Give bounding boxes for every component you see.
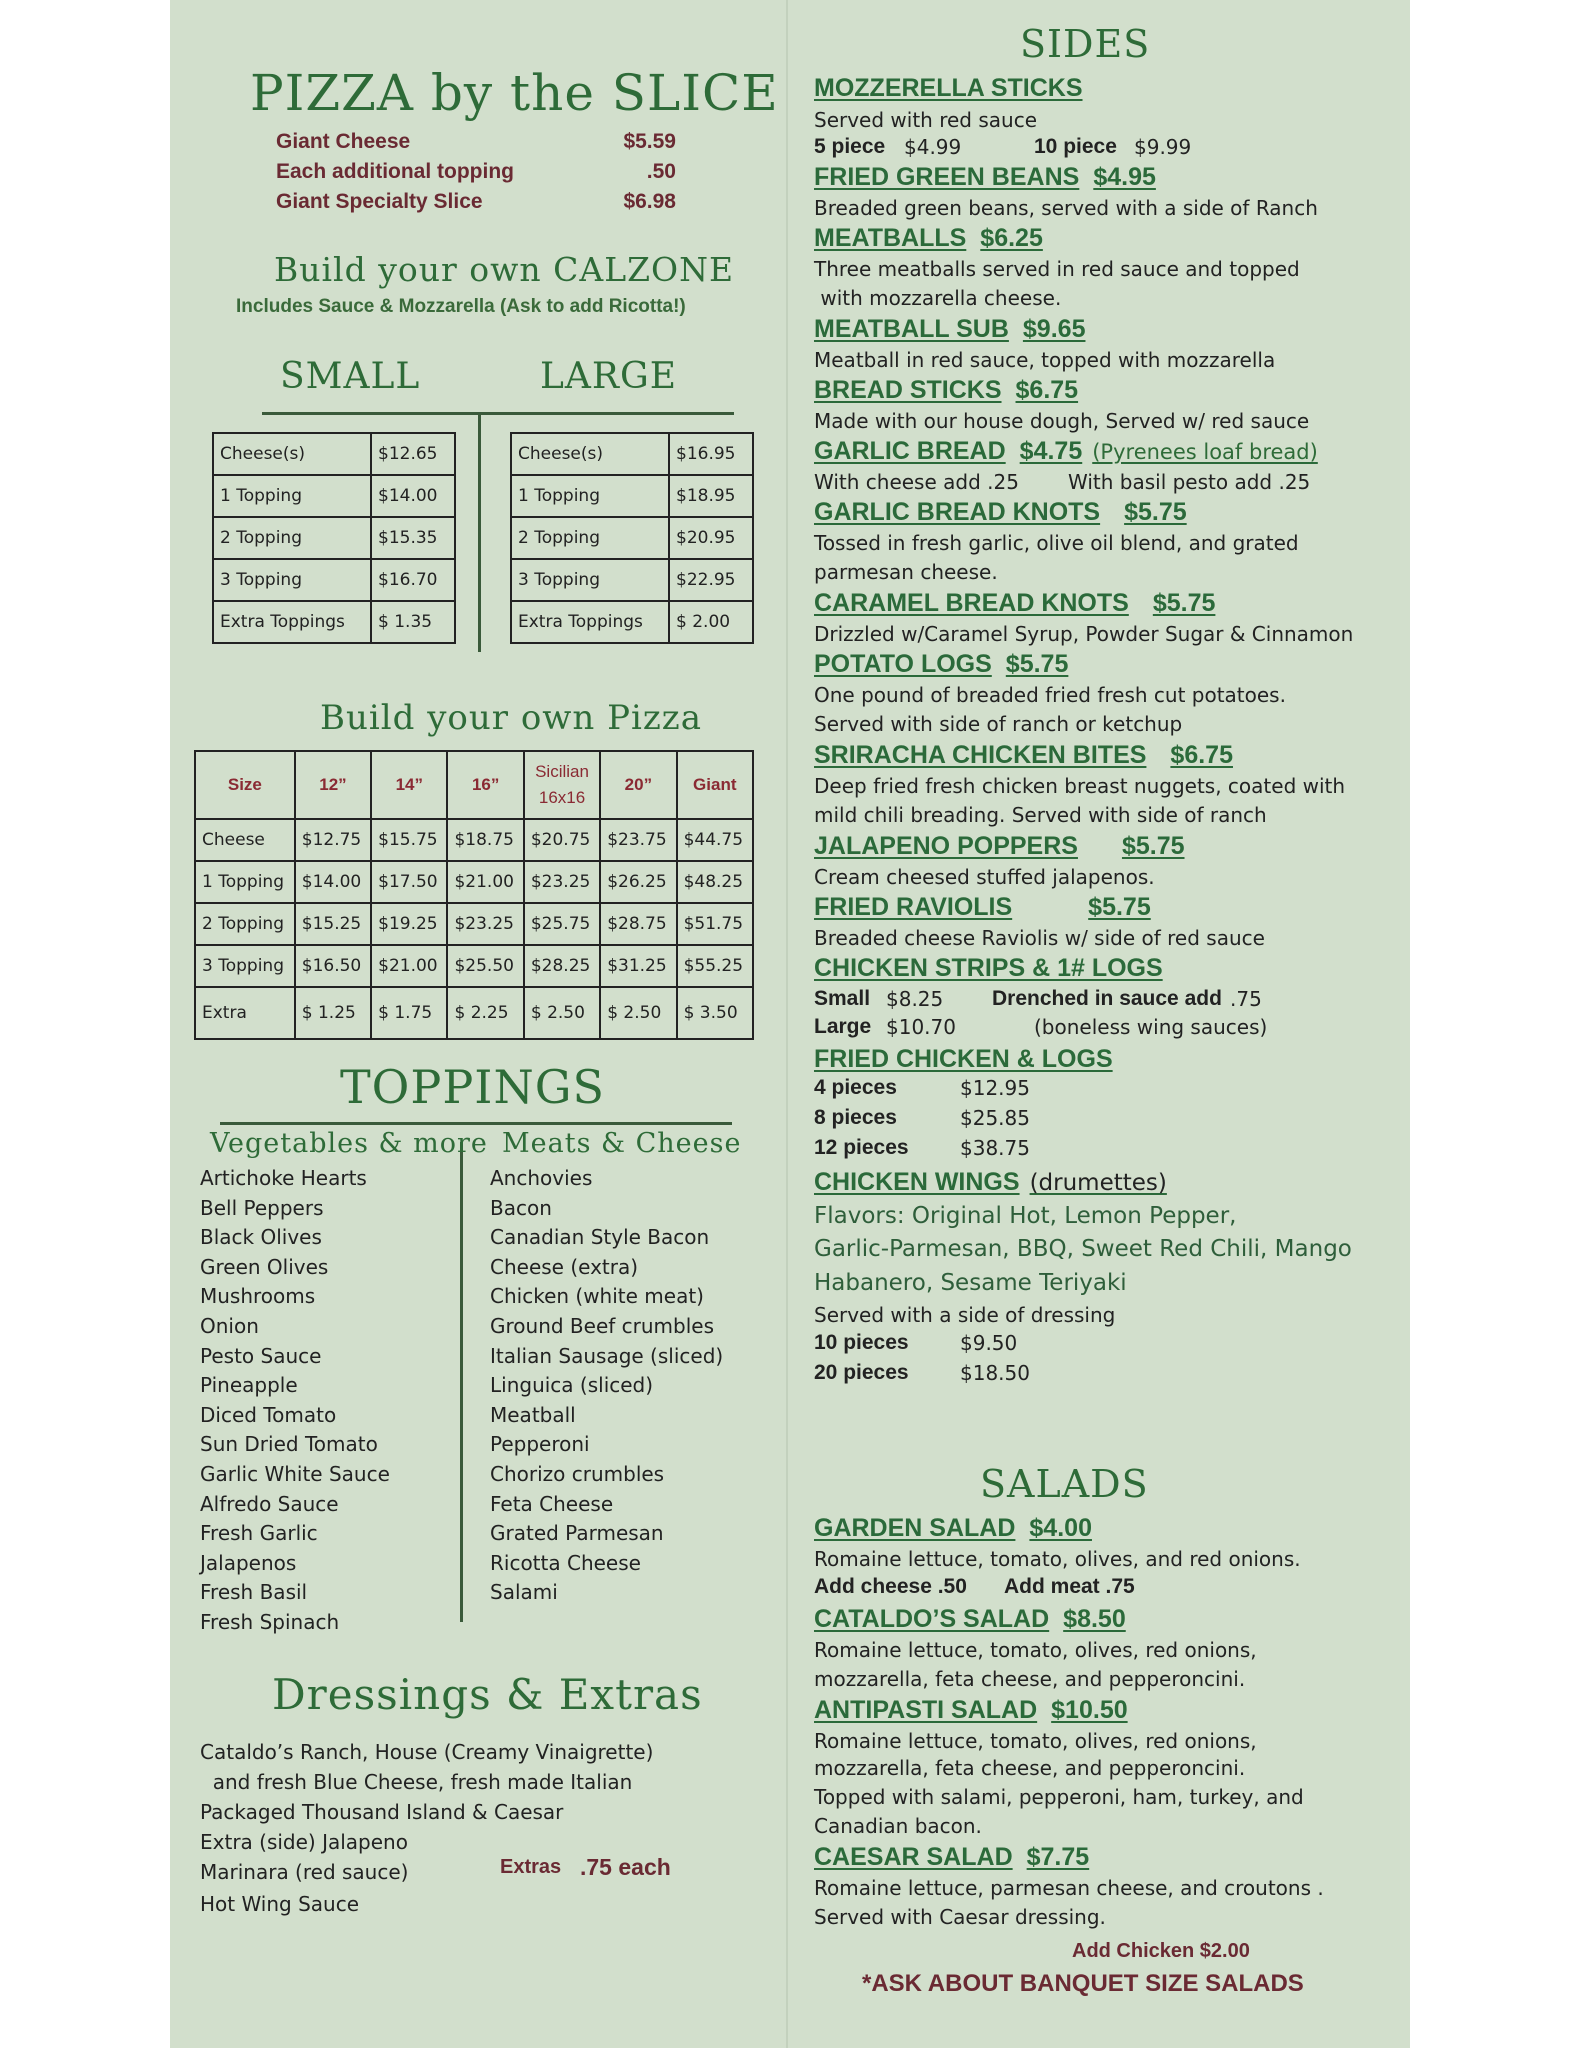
topping-item: Pesto Sauce [200,1343,322,1368]
item-name: CARAMEL BREAD KNOTS [814,589,1129,617]
mozz-10-label: 10 piece [1034,135,1117,158]
calzone-large-table [510,432,754,644]
price-cell: $28.75 [600,903,676,945]
strips-large-row [814,1013,1404,1045]
toppings-divider-horizontal [220,1122,732,1125]
salads-title: SALADS [980,1462,1149,1506]
table-row [195,903,753,945]
price-row-price: $38.75 [960,1136,1030,1160]
dressing-line: Hot Wing Sauce [200,1892,360,1916]
table-cell: $12.65 [371,433,455,475]
price-cell: $ 1.25 [295,987,371,1039]
item-desc: Served with Caesar dressing. [814,1905,1106,1929]
item-name: ANTIPASTI SALAD [814,1696,1038,1724]
item-price: $5.75 [1121,832,1185,860]
row-label-cell: 2 Topping [195,903,295,945]
table-cell: $16.70 [371,559,455,601]
price-cell: $21.00 [371,945,447,987]
table-cell: Extra Toppings [511,601,669,643]
add-chicken: Add Chicken $2.00 [1072,1940,1250,1962]
topping-item: Black Olives [200,1225,322,1250]
topping-item: Canadian Style Bacon [490,1225,710,1250]
slice-name: Giant Cheese [276,130,411,153]
pizza-slice-title: PIZZA by the SLICE [250,64,779,122]
header-cell [524,751,600,819]
row-label-cell: 3 Topping [195,945,295,987]
item-name: CATALDO’S SALAD [814,1605,1050,1633]
price-row [814,1359,1404,1389]
garden-add-cheese: Add cheese .50 [814,1575,967,1598]
price-cell: $23.25 [524,861,600,903]
price-cell: $23.25 [447,903,523,945]
pizza-rows [195,819,753,1039]
table-cell: Extra Toppings [213,601,371,643]
price-cell: $ 2.50 [524,987,600,1039]
sides-title: SIDES [1020,22,1151,66]
item-name: MOZZERELLA STICKS [814,74,1083,102]
price-cell: $15.75 [371,819,447,861]
topping-item: Sun Dried Tomato [200,1432,378,1457]
strips-small-label: Small [814,987,871,1010]
slice-row [276,190,676,220]
header-cell: 20” [600,751,676,819]
topping-item: Meatball [490,1402,576,1427]
item-price: $4.95 [1093,163,1156,191]
item-desc: Made with our house dough, Served w/ red sauce [814,409,1310,433]
option: With cheese add .25 [814,470,1019,494]
table-row [511,433,753,475]
price-cell: $21.00 [447,861,523,903]
fried-chicken-rows [814,1074,1404,1164]
garlic-bread-options [814,466,1404,498]
salad-antipasti-title [814,1696,1404,1725]
table-row [213,559,455,601]
topping-item: Salami [490,1580,558,1605]
topping-item: Ricotta Cheese [490,1550,641,1575]
table-cell: Cheese(s) [511,433,669,475]
topping-item: Jalapenos [200,1550,297,1575]
item-desc: Tossed in fresh garlic, olive oil blend, and grated [814,531,1299,555]
header-cell: Size [195,751,295,819]
side-garlic-bread-title [814,437,1404,466]
price-cell: $ 3.50 [677,987,753,1039]
item-desc: Deep fried fresh chicken breast nuggets, coated with [814,774,1346,798]
topping-item: Green Olives [200,1254,329,1279]
vegetables-list [200,1166,390,1640]
table-cell: 2 Topping [213,517,371,559]
calzone-subtitle: Includes Sauce & Mozzarella (Ask to add Ricotta!) [236,296,686,317]
item-desc: Served with a side of dressing [814,1303,1116,1327]
price-cell: $26.25 [600,861,676,903]
table-cell: $22.95 [669,559,753,601]
price-row [814,1134,1404,1164]
price-cell: $ 2.25 [447,987,523,1039]
side-garlic-knots-title [814,498,1404,527]
garden-add-meat: Add meat .75 [1004,1575,1135,1598]
item-desc: Served with side of ranch or ketchup [814,712,1183,736]
strips-small-price: $8.25 [886,987,944,1011]
table-row [195,819,753,861]
calzone-large-label: LARGE [540,356,678,397]
item-desc: mild chili breading. Served with side of ranch [814,803,1267,827]
price-row [814,1074,1404,1104]
price-cell: $44.75 [677,819,753,861]
price-cell: $20.75 [524,819,600,861]
item-name: CAESAR SALAD [814,1843,1013,1871]
item-price: $7.75 [1026,1843,1090,1871]
topping-item: Diced Tomato [200,1402,337,1427]
table-cell: 3 Topping [511,559,669,601]
item-desc: Breaded cheese Raviolis w/ side of red sauce [814,926,1265,950]
mozz-5-label: 5 piece [814,135,886,158]
item-price: $4.00 [1029,1514,1092,1542]
table-cell: 3 Topping [213,559,371,601]
topping-item: Mushrooms [200,1284,316,1309]
strips-large-price: $10.70 [886,1015,956,1039]
topping-item: Artichoke Hearts [200,1166,367,1190]
vegetables-title: Vegetables & more [210,1128,488,1159]
topping-item: Italian Sausage (sliced) [490,1343,724,1368]
toppings-divider-vertical [460,1142,463,1622]
table-row [213,433,455,475]
price-row-price: $12.95 [960,1076,1030,1100]
price-row-price: $9.50 [960,1331,1018,1355]
item-desc: Canadian bacon. [814,1814,982,1838]
item-price: $8.50 [1063,1605,1126,1633]
table-cell: Cheese(s) [213,433,371,475]
topping-item: Anchovies [490,1166,593,1190]
table-header-row [195,751,753,819]
topping-item: Linguica (sliced) [490,1373,654,1398]
dressing-line: and fresh Blue Cheese, fresh made Italian [200,1770,633,1794]
item-name: FRIED RAVIOLIS [814,893,1013,921]
price-row-label: 4 pieces [814,1076,897,1099]
item-name: JALAPENO POPPERS [814,832,1078,860]
meats-list [490,1166,723,1610]
table-cell: 1 Topping [511,475,669,517]
item-price: $4.75 [1019,437,1083,465]
slice-name: Giant Specialty Slice [276,190,483,213]
topping-item: Bacon [490,1195,552,1220]
item-desc: Cream cheesed stuffed jalapenos. [814,865,1155,889]
topping-item: Fresh Basil [200,1580,308,1605]
price-cell: $25.75 [524,903,600,945]
table-cell: $16.95 [669,433,753,475]
item-price: $5.75 [1124,498,1187,526]
topping-item: Bell Peppers [200,1195,324,1220]
price-row-label: 10 pieces [814,1331,909,1354]
item-name: MEATBALLS [814,224,967,252]
side-bread-sticks-title [814,376,1404,405]
calzone-small-label: SMALL [280,356,421,397]
table-cell: $ 2.00 [669,601,753,643]
topping-item: Pineapple [200,1373,298,1398]
table-row [195,945,753,987]
price-cell: $48.25 [677,861,753,903]
side-jalapeno-title [814,832,1404,861]
topping-item: Fresh Spinach [200,1609,340,1634]
slice-price: .50 [646,160,676,183]
item-name: POTATO LOGS [814,650,992,678]
item-desc: mozzarella, feta cheese, and pepperoncini. [814,1756,1246,1780]
mozz-5-price: $4.99 [904,135,962,159]
side-strips-title [814,954,1404,983]
topping-item: Alfredo Sauce [200,1491,339,1516]
price-row-label: 8 pieces [814,1106,897,1129]
item-desc: One pound of breaded fried fresh cut potatoes. [814,683,1286,707]
price-row-label: 12 pieces [814,1136,909,1159]
mozz-prices [814,131,1404,163]
header-cell: 12” [295,751,371,819]
option: With basil pesto add .25 [1068,470,1311,494]
price-row-price: $18.50 [960,1361,1030,1385]
item-desc: Romaine lettuce, parmesan cheese, and croutons . [814,1876,1324,1900]
item-desc: Romaine lettuce, tomato, olives, red onions, [814,1638,1257,1662]
item-name: GARDEN SALAD [814,1514,1016,1542]
slice-price: $6.98 [623,190,676,213]
side-mozzarella-title [814,74,1404,103]
price-cell: $ 1.75 [371,987,447,1039]
item-price: $10.50 [1051,1696,1128,1724]
side-fried-chicken-title [814,1045,1404,1074]
item-price: $6.75 [1170,741,1233,769]
slice-row [276,130,676,160]
salad-cataldos-title [814,1605,1404,1634]
strips-sauce-label: Drenched in sauce add [992,987,1222,1010]
strips-sauce-price: .75 [1230,987,1262,1011]
item-price: $6.25 [980,224,1043,252]
price-cell: $23.75 [600,819,676,861]
topping-item: Garlic White Sauce [200,1461,390,1486]
calzone-divider-vertical [478,412,481,652]
table-cell: 1 Topping [213,475,371,517]
item-desc: with mozzarella cheese. [814,286,1062,310]
item-price: $5.75 [1005,650,1069,678]
wings-flavors: Flavors: Original Hot, Lemon Pepper, [814,1203,1237,1229]
topping-item: Ground Beef crumbles [490,1313,715,1338]
table-row [195,861,753,903]
wings-flavors: Garlic-Parmesan, BBQ, Sweet Red Chili, Mango [814,1236,1352,1262]
meats-title: Meats & Cheese [502,1128,742,1159]
banquet-note: *ASK ABOUT BANQUET SIZE SALADS [862,1970,1304,1997]
price-cell: $51.75 [677,903,753,945]
mozz-10-price: $9.99 [1134,135,1192,159]
table-row [213,601,455,643]
slice-row [276,160,676,190]
price-row-label: 20 pieces [814,1361,909,1384]
pizza-slice-list [276,130,676,220]
item-note: (Pyrenees loaf bread) [1092,440,1318,464]
item-name: FRIED GREEN BEANS [814,163,1080,191]
header-cell: Giant [677,751,753,819]
item-desc: Three meatballs served in red sauce and topped [814,257,1300,281]
header-cell: 14” [371,751,447,819]
table-row [213,475,455,517]
table-row [511,517,753,559]
item-name: GARLIC BREAD KNOTS [814,498,1101,526]
dressing-line: Cataldo’s Ranch, House (Creamy Vinaigrette) [200,1740,654,1764]
side-wings-title [814,1168,1404,1197]
extras-price: .75 each [580,1854,671,1880]
item-desc: Romaine lettuce, tomato, olives, and red onions. [814,1547,1301,1571]
wing-rows [814,1329,1404,1389]
calzone-title: Build your own CALZONE [274,250,735,289]
item-desc: Breaded green beans, served with a side of Ranch [814,196,1318,220]
item-name: FRIED CHICKEN & LOGS [814,1045,1113,1073]
row-label-cell: Extra [195,987,295,1039]
price-cell: $15.25 [295,903,371,945]
item-name: SRIRACHA CHICKEN BITES [814,741,1147,769]
garden-add-row [814,1573,1404,1605]
item-name: BREAD STICKS [814,376,1002,404]
dressing-marinara: Marinara (red sauce) [200,1860,409,1884]
side-raviolis-title [814,893,1404,922]
topping-item: Onion [200,1313,259,1338]
left-column [170,0,786,2048]
topping-item: Cheese (extra) [490,1254,639,1279]
price-cell: $25.50 [447,945,523,987]
table-cell: $18.95 [669,475,753,517]
side-caramel-knots-title [814,589,1404,618]
strips-sauce-note: (boneless wing sauces) [1034,1015,1268,1039]
topping-item: Feta Cheese [490,1491,614,1516]
table-cell: $14.00 [371,475,455,517]
table-row [511,559,753,601]
dressing-line: Extra (side) Jalapeno [200,1830,408,1854]
strips-large-label: Large [814,1015,872,1038]
price-cell: $14.00 [295,861,371,903]
topping-item: Chicken (white meat) [490,1284,704,1309]
item-desc: mozzarella, feta cheese, and pepperoncini. [814,1667,1246,1691]
toppings-title: TOPPINGS [340,1060,605,1114]
row-label-cell: Cheese [195,819,295,861]
price-cell: $17.50 [371,861,447,903]
table-cell: 2 Topping [511,517,669,559]
build-pizza-table [194,750,754,1040]
item-price: $5.75 [1088,893,1151,921]
side-meatball-sub-title [814,315,1404,344]
header-sicilian-line1: Sicilian [535,762,589,781]
item-desc: Romaine lettuce, tomato, olives, red onions, [814,1729,1257,1753]
item-name: CHICKEN STRIPS & 1# LOGS [814,954,1163,982]
side-sriracha-title [814,741,1404,770]
side-meatballs-title [814,224,1404,253]
topping-item: Pepperoni [490,1432,590,1457]
item-desc: Served with red sauce [814,108,1037,132]
price-row [814,1104,1404,1134]
salad-caesar-title [814,1843,1404,1872]
dressing-line [200,1854,671,1892]
item-price: $5.75 [1152,589,1216,617]
salads-list [814,1514,1404,2000]
item-desc: parmesan cheese. [814,560,998,584]
slice-price: $5.59 [623,130,676,153]
calzone-small-table [212,432,456,644]
row-label-cell: 1 Topping [195,861,295,903]
topping-item: Fresh Garlic [200,1521,318,1546]
item-desc: Topped with salami, pepperoni, ham, turkey, and [814,1785,1304,1809]
dressings-title: Dressings & Extras [272,1670,703,1719]
item-desc: Drizzled w/Caramel Syrup, Powder Sugar & Cinnamon [814,622,1354,646]
topping-item: Grated Parmesan [490,1521,664,1546]
item-desc: Meatball in red sauce, topped with mozzarella [814,348,1276,372]
table-row [511,601,753,643]
item-price: $9.65 [1022,315,1086,343]
price-cell: $28.25 [524,945,600,987]
table-row [213,517,455,559]
wings-flavors: Habanero, Sesame Teriyaki [814,1270,1127,1296]
item-name: GARLIC BREAD [814,437,1006,465]
item-note: (drumettes) [1029,1170,1167,1196]
extras-label: Extras [500,1856,562,1878]
calzone-divider-horizontal [262,412,734,415]
table-row [511,475,753,517]
header-cell: 16” [447,751,523,819]
right-column [788,0,1410,2048]
side-potato-logs-title [814,650,1404,679]
price-cell: $19.25 [371,903,447,945]
table-row [195,987,753,1039]
strips-small-row [814,983,1404,1013]
sides-list [814,74,1404,1389]
side-green-beans-title [814,163,1404,192]
price-row [814,1329,1404,1359]
item-price: $6.75 [1015,376,1079,404]
table-cell: $ 1.35 [371,601,455,643]
price-cell: $55.25 [677,945,753,987]
build-pizza-title: Build your own Pizza [320,698,702,738]
dressings-list [200,1740,671,1922]
price-row-price: $25.85 [960,1106,1030,1130]
price-cell: $16.50 [295,945,371,987]
table-cell: $15.35 [371,517,455,559]
price-cell: $31.25 [600,945,676,987]
table-cell: $20.95 [669,517,753,559]
price-cell: $18.75 [447,819,523,861]
topping-item: Chorizo crumbles [490,1461,665,1486]
slice-name: Each additional topping [276,160,514,183]
header-sicilian-line2: 16x16 [538,788,586,807]
dressing-line: Packaged Thousand Island & Caesar [200,1800,564,1824]
price-cell: $12.75 [295,819,371,861]
salad-garden-title [814,1514,1404,1543]
item-name: CHICKEN WINGS [814,1168,1020,1196]
price-cell: $ 2.50 [600,987,676,1039]
item-name: MEATBALL SUB [814,315,1009,343]
